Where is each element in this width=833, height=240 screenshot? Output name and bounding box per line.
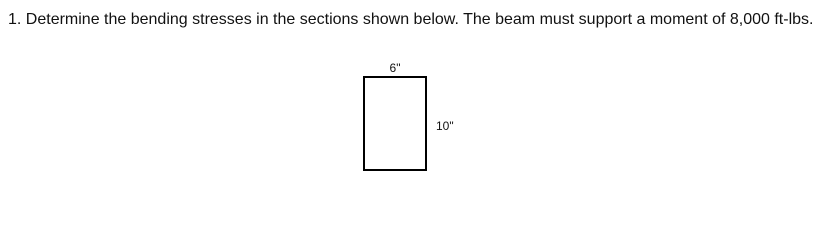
- height-dimension-label: 10": [436, 119, 454, 133]
- problem-statement: 1. Determine the bending stresses in the sections shown below. The beam must support a moment of 8,000 ft-lbs.: [8, 11, 814, 28]
- rectangular-cross-section: [363, 76, 427, 171]
- width-dimension-label: 6": [389, 61, 401, 75]
